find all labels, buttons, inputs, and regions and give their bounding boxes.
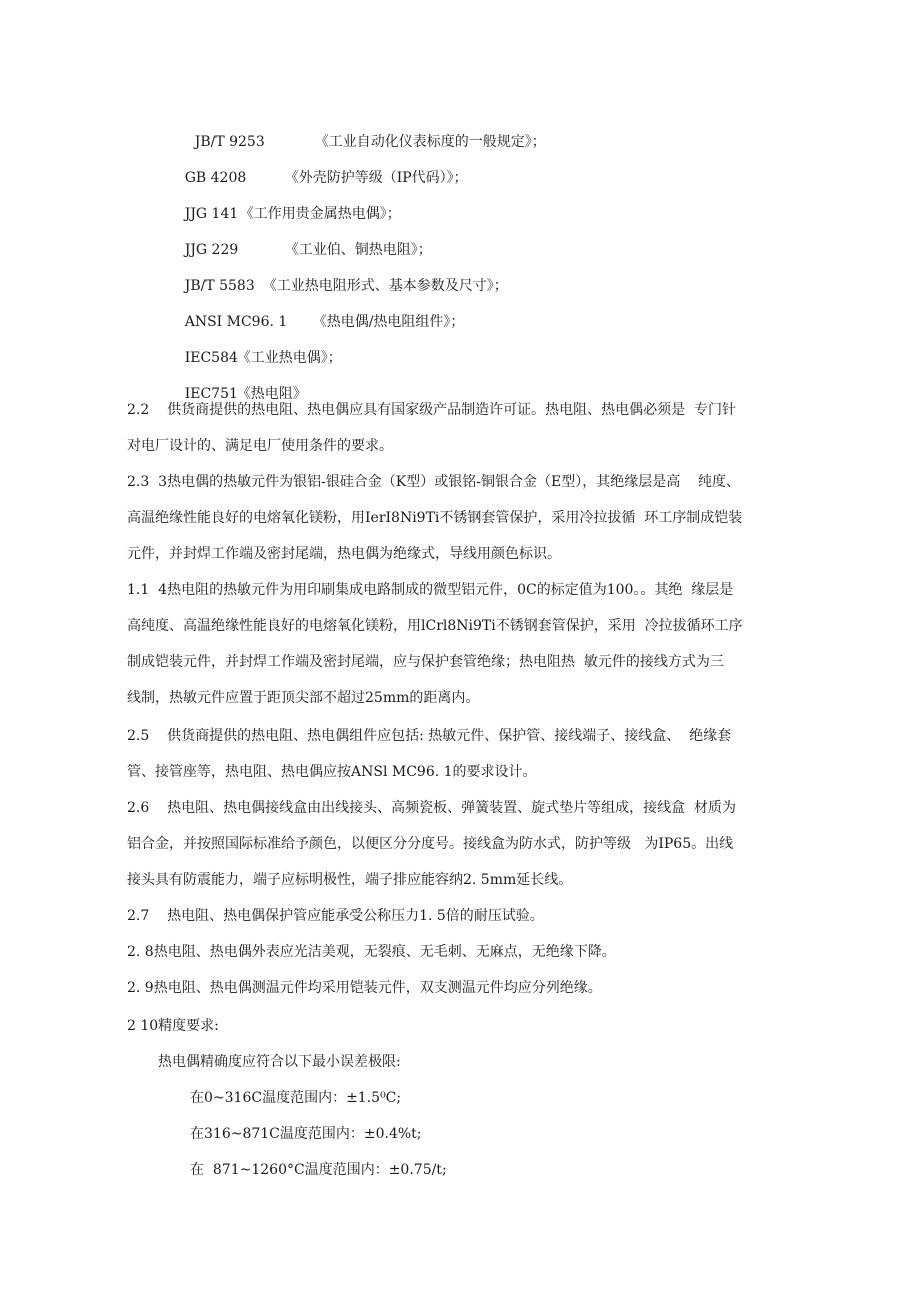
standard-item — [158, 364, 307, 402]
standard-code: JB/T 9253 — [194, 134, 265, 150]
standard-title: 《热电阻》 — [236, 386, 307, 402]
paragraph-line: 元件，并封焊工作端及密封尾端，热电偶为绝缘式，导线用颜色标识。 — [127, 546, 561, 562]
accuracy-intro: 热电偶精确度应符合以下最小误差极限: — [158, 1054, 401, 1070]
paragraph-line: 2.6 热电阻、热电偶接线盒由出线接头、高频瓷板、弹簧装置、旋式垫片等组成，接线盒 材质为 — [127, 800, 736, 816]
standard-title: 《外壳防护等级（IP代码）》； — [284, 170, 468, 186]
paragraph-2-8: 2. 8热电阻、热电偶外表应光洁美观，无裂痕、无毛刺、无麻点，无绝缘下降。 — [127, 944, 616, 960]
standard-item — [158, 328, 342, 366]
standard-title: 《工作用贵金属热电偶》； — [239, 206, 401, 222]
standard-title: 《热电偶/热电阻组件》； — [312, 314, 465, 330]
standard-code: IEC751 — [184, 386, 238, 402]
paragraph-line: 高纯度、高温绝缘性能良好的电熔氧化镁粉，用lCrl8Ni9Ti不锈钢套管保护，采用 冷拉拔循环工序 — [127, 618, 743, 634]
standard-code: JJG 229 — [184, 242, 239, 258]
standard-item — [158, 256, 508, 294]
paragraph-2-10: 2 10精度要求: — [127, 1018, 219, 1034]
paragraph-line: 制成铠装元件，并封焊工作端及密封尾端，应与保护套管绝缘；热电阻热 敏元件的接线方式为三 — [127, 654, 724, 670]
paragraph-line: 高温绝缘性能良好的电熔氧化镁粉，用IerI8Ni9Ti不锈钢套管保护，采用冷拉拔循 环工序制成铠装 — [127, 510, 743, 526]
accuracy-range: 在 871~1260°C温度范围内：±0.75/t; — [190, 1162, 447, 1178]
standard-title: 《工业自动化仪表标度的一般规定》； — [314, 134, 546, 150]
standard-item — [158, 148, 468, 186]
standard-code: IEC584 — [184, 350, 238, 366]
paragraph-line: 2.3 3热电偶的热敏元件为银铝-银硅合金（K型）或银铭-铜银合金（E型），其绝缘层是高 纯度、 — [127, 474, 741, 490]
standard-code: ANSI MC96. 1 — [184, 314, 288, 330]
paragraph-line: 管、接管座等，热电阻、热电偶应按ANSl MC96. 1的要求设计。 — [127, 764, 537, 780]
paragraph-line: 接头具有防震能力，端子应标明极性，端子排应能容纳2. 5mm延长线。 — [127, 872, 573, 888]
accuracy-range: 在0~316C温度范围内：±1.5⁰C; — [190, 1090, 402, 1106]
paragraph-line: 对电厂设计的、满足电厂使用条件的要求。 — [127, 438, 393, 454]
paragraph-line: 线制，热敏元件应置于距顶尖部不超过25mm的距离内。 — [127, 690, 480, 706]
standard-title: 《工业热电阻形式、基本参数及尺寸》； — [262, 278, 508, 294]
standard-item — [158, 292, 465, 330]
standard-code: GB 4208 — [184, 170, 247, 186]
standard-title: 《工业热电偶》； — [236, 350, 342, 366]
accuracy-range: 在316~871C温度范围内：±0.4%t; — [190, 1126, 422, 1142]
paragraph-line: 2.2 供货商提供的热电阻、热电偶应具有国家级产品制造许可证。热电阻、热电偶必须是 专门针 — [127, 402, 736, 418]
paragraph-line: 铝合金，并按照国际标准给予颜色，以便区分分度号。接线盒为防水式，防护等级 为IP65。出线 — [127, 836, 734, 852]
standard-item — [158, 184, 401, 222]
standard-code: JB/T 5583 — [184, 278, 255, 294]
standard-item — [158, 220, 432, 258]
paragraph-2-9: 2. 9热电阻、热电偶测温元件均采用铠装元件，双支测温元件均应分列绝缘。 — [127, 980, 602, 996]
paragraph-line: 2.5 供货商提供的热电阻、热电偶组件应包括: 热敏元件、保护管、接线端子、接线盒、 绝缘套 — [127, 728, 732, 744]
standard-title: 《工业伯、铜热电阻》； — [284, 242, 432, 258]
standard-item — [168, 112, 546, 150]
paragraph-2-7: 2.7 热电阻、热电偶保护管应能承受公称压力1. 5倍的耐压试验。 — [127, 908, 544, 924]
standard-code: JJG 141 — [184, 206, 239, 222]
paragraph-line: 1.1 4热电阻的热敏元件为用印刷集成电路制成的微型铝元件，0C的标定值为100。。其绝 缘层是 — [127, 582, 734, 598]
